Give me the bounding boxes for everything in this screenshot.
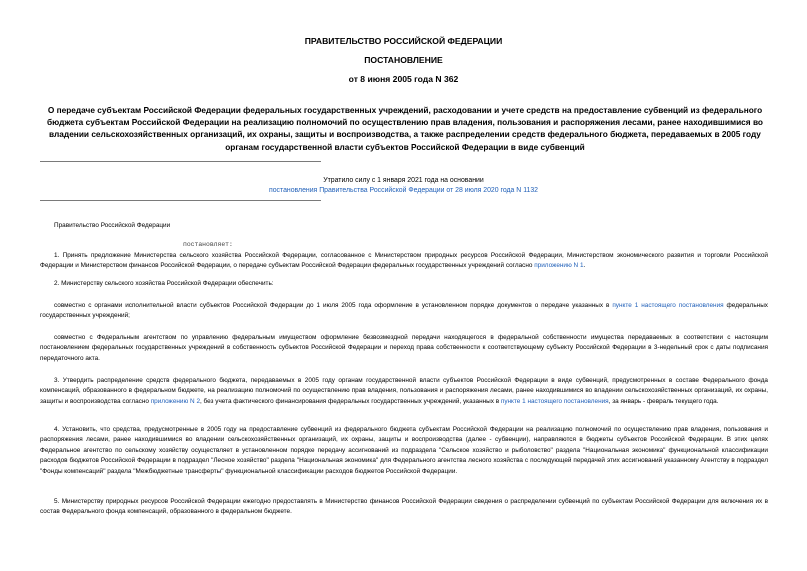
status-line: Утратило силу с 1 января 2021 года на основании [323, 177, 484, 184]
paragraph-2b: совместно с Федеральным агентством по управлению федеральным имуществом оформление безвозмездной передачи находящегося в федеральной собственности имущества передаваемых в соответствии с настоящим постановлением федеральных государственных учреждений в собственность субъектов Российской Федерации и переход права собственности к соответствующему субъекту Российской Федерации в 3-недельный срок с даты подписания передаточного акта. [40, 334, 768, 362]
paragraph-5: 5. Министерству природных ресурсов Российской Федерации ежегодно предоставлять в Министерство финансов Российской Федерации сведения о распределении субвенций по субъектам Российской Федерации для включения их в состав Федерального фонда компенсаций, образованного в федеральном бюджете. [40, 498, 768, 516]
point-1-link[interactable]: пункте 1 настоящего постановления [612, 302, 724, 309]
paragraph-2a: совместно с органами исполнительной власти субъектов Российской Федерации до 1 июля 2005 года оформление в установленном порядке документов о передаче указанных в пункте 1 настоящего постановления федеральных государственных учреждений; [40, 302, 768, 320]
document-title: О передаче субъектам Российской Федерации федеральных государственных учреждений, расходовании и учете средств на предоставление субвенций из федерального бюджета субъектам Российской Федерации на реализацию полномочий по осуществлению прав владения, пользования и распоряжения лесами, ранее находившимися во владении сельскохозяйственных организаций, их охраны, защиты и воспроизводства, а также распределении средств федерального бюджета, передаваемых в 2005 году органам государственной власти субъектов Российской Федерации в виде субвенций [46, 105, 764, 152]
paragraph-2: 2. Министерству сельского хозяйства Российской Федерации обеспечить: [54, 280, 274, 287]
paragraph-3: 3. Утвердить распределение средств федерального бюджета, передаваемых в 2005 году органам государственной власти субъектов Российской Федерации в виде субвенций, предусмотренных в составе Федерального фонда компенсаций, образованного в федеральном бюджете, на реализацию полномочий по осуществлению прав владения, пользования и распоряжения лесами, ранее находившимися во владении сельскохозяйственных организаций, их охраны, защиты и воспроизводства согласно приложению N 2, без учета фактического финансирования федеральных государственных учреждений, указанных в пункте 1 настоящего постановления, за январь - февраль текущего года. [40, 377, 768, 405]
bottom-divider [40, 200, 321, 201]
resolves-label: постановляет: [183, 241, 233, 248]
document-type-heading: ПОСТАНОВЛЕНИЕ [364, 55, 443, 65]
appendix-1-link[interactable]: приложению N 1 [534, 262, 584, 270]
appendix-2-link[interactable]: приложению N 2 [150, 397, 200, 405]
repeal-document-link[interactable]: постановления Правительства Российской Федерации от 28 июля 2020 года N 1132 [268, 187, 539, 194]
paragraph-1: 1. Принять предложение Министерства сельского хозяйства Российской Федерации, согласованное с Министерством природных ресурсов Российской Федерации, Министерством экономического развития и торговли Российской Федерации и Министерством финансов Российской Федерации, о передаче субъектам Российской Федерации федеральных государственных учреждений согласно приложению N 1. [40, 252, 768, 270]
government-label: Правительство Российской Федерации [54, 222, 171, 229]
government-heading: ПРАВИТЕЛЬСТВО РОССИЙСКОЙ ФЕДЕРАЦИИ [304, 36, 503, 46]
top-divider [40, 161, 321, 162]
point-1-resolution-link[interactable]: пункте 1 настоящего постановления [500, 397, 609, 405]
document-date-number: от 8 июня 2005 года N 362 [348, 74, 459, 84]
paragraph-4: 4. Установить, что средства, предусмотренные в 2005 году на предоставление субвенций из федерального бюджета субъектам Российской Федерации на реализацию полномочий по осуществлению прав владения, пользования и распоряжения лесами, ранее находившимися во владении сельскохозяйственных организаций, их охраны, защиты и воспроизводства (далее - субвенции), направляются в бюджеты субъектов Российской Федерации. В этих целях Федеральное агентство по сельскому хозяйству осуществляет в установленном порядке передачу ассигнований из подраздела "Сельское хозяйство и рыболовство" раздела "Национальная экономика" функциональной классификации расходов бюджетов Российской Федерации в подраздел "Лесное хозяйство" раздела "Национальная экономика" для Федерального агентства лесного хозяйства с последующей передачей этих ассигнований указанному Агентству в подраздел "Фонды компенсаций" раздела "Межбюджетные трансферты" функциональной классификации расходов бюджетов Российской Федерации. [40, 426, 768, 475]
